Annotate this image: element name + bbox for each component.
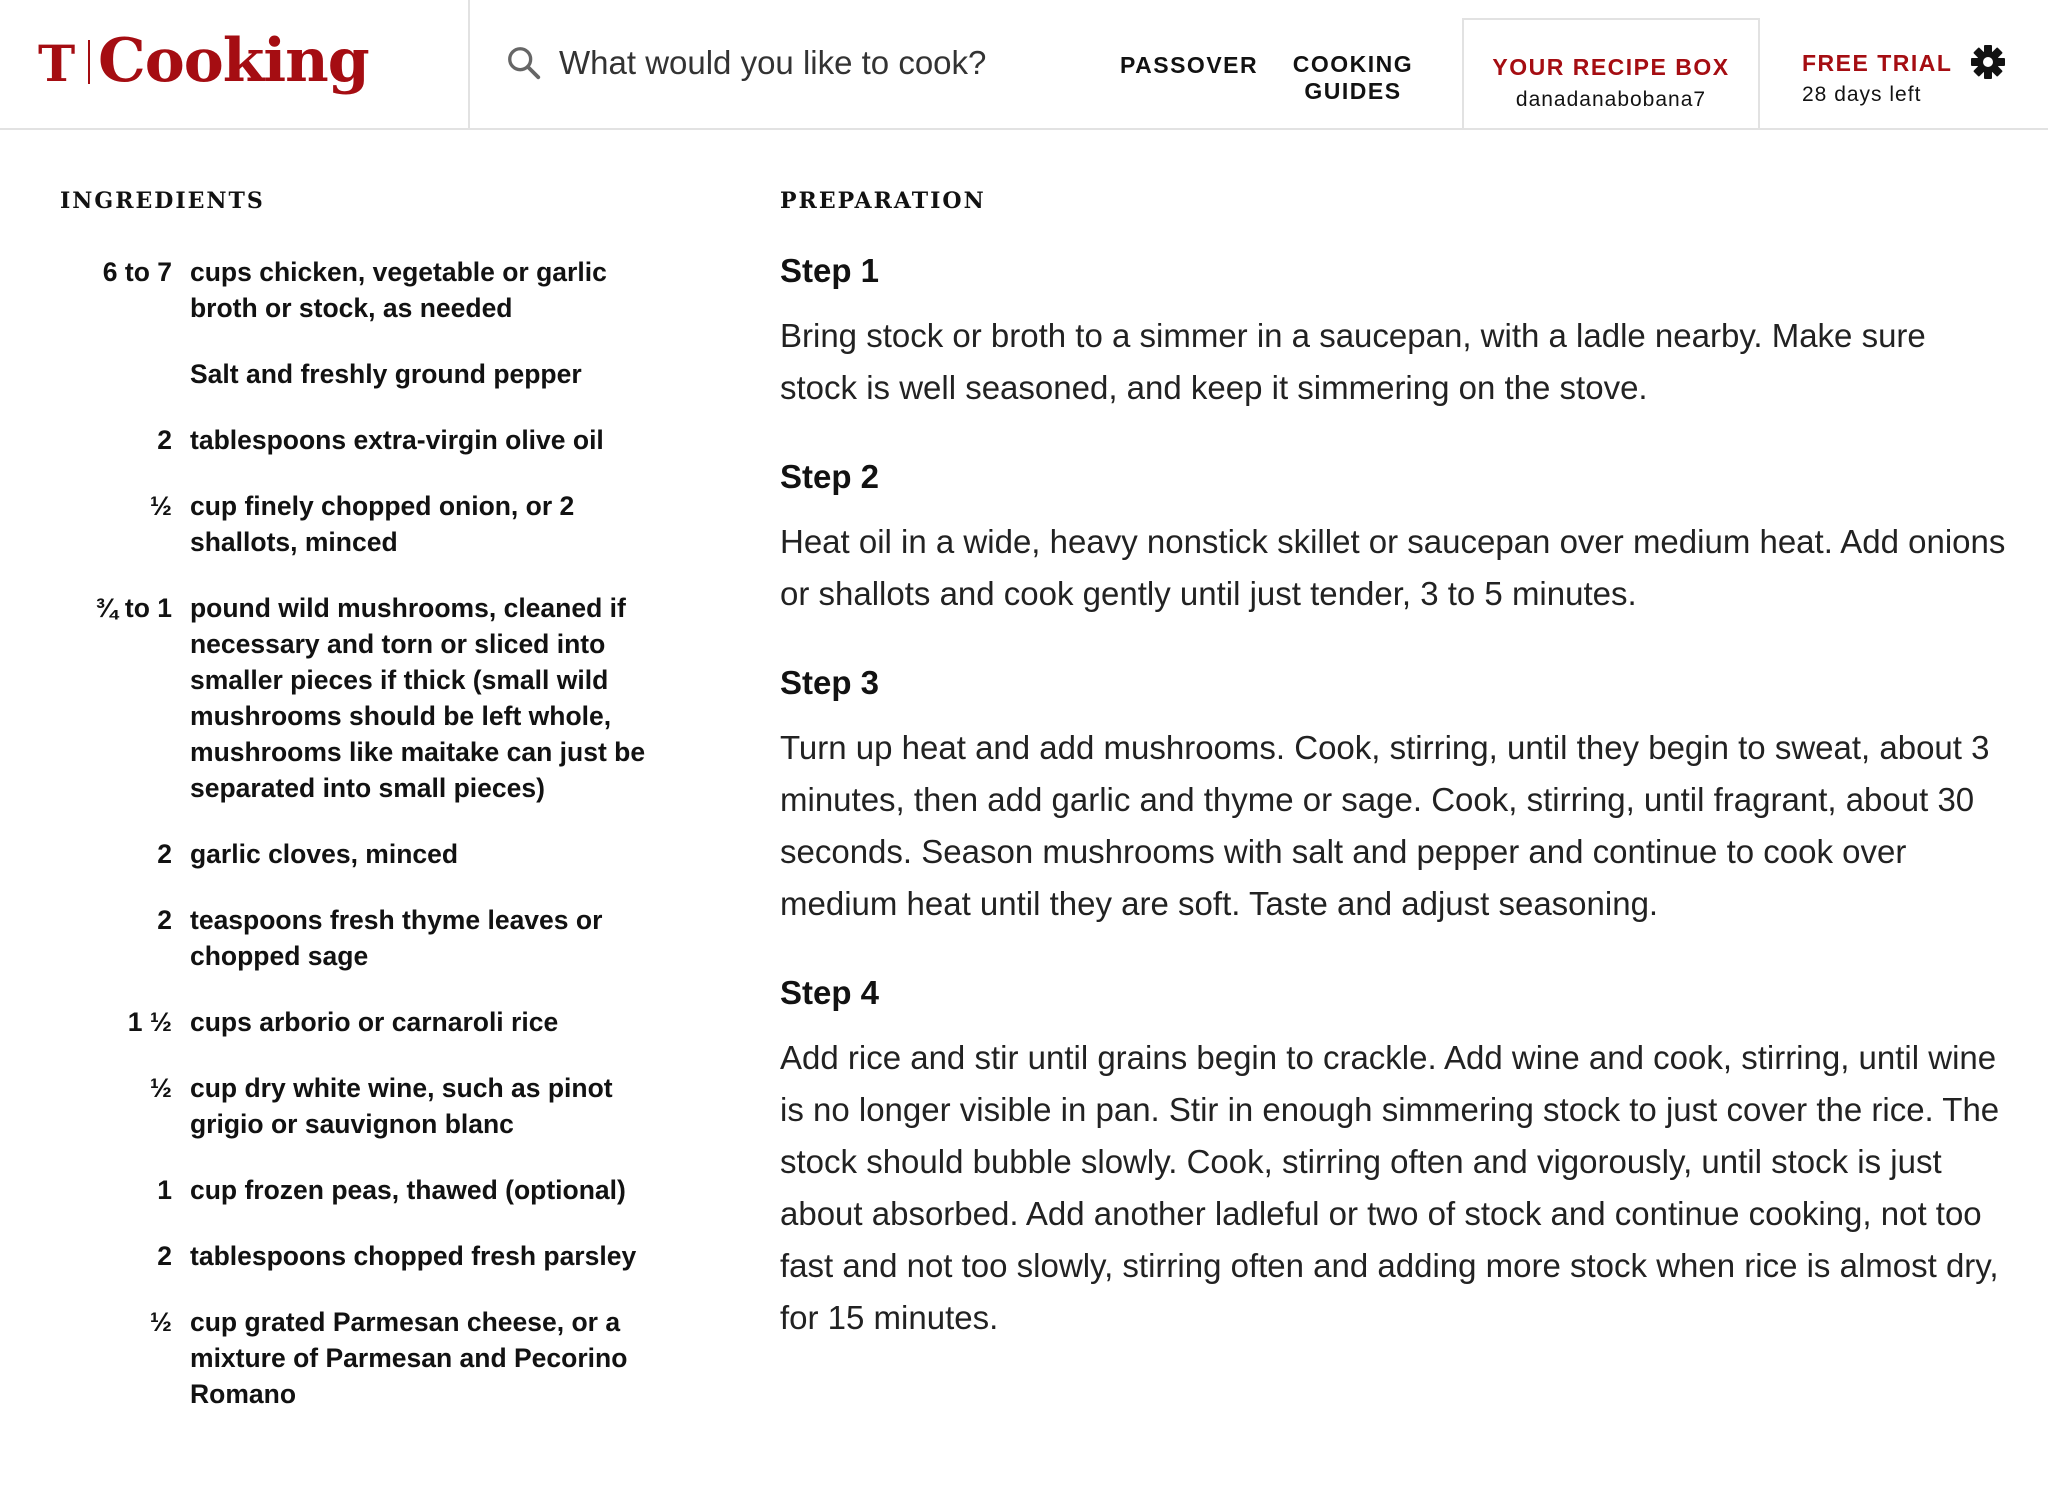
free-trial-title: FREE TRIAL — [1802, 50, 1953, 76]
ingredient-item — [60, 1004, 660, 1040]
recipe-box-button[interactable] — [1462, 18, 1760, 128]
gear-icon[interactable] — [1970, 44, 2006, 80]
step-title: Step 1 — [780, 252, 880, 289]
step — [780, 248, 2010, 414]
ingredient-quantity: 2 — [157, 1241, 172, 1271]
ingredient-text: Salt and freshly ground pepper — [190, 359, 582, 389]
nav-cooking-guides-line2: GUIDES — [1304, 78, 1402, 104]
ingredient-text: cups chicken, vegetable or garlic broth or stock, as needed — [190, 257, 607, 323]
ingredient-text: pound wild mushrooms, cleaned if necessary and torn or sliced into smaller pieces if thick (small wild mushrooms should be left whole, mushrooms like maitake can just be separated into small pieces) — [190, 593, 646, 803]
ingredient-item — [60, 1172, 660, 1208]
ingredient-item — [60, 422, 660, 458]
ingredient-text: tablespoons chopped fresh parsley — [190, 1241, 637, 1271]
ingredient-quantity: 2 — [157, 425, 172, 455]
ingredient-item — [60, 488, 660, 560]
step-text: Turn up heat and add mushrooms. Cook, stirring, until they begin to sweat, about 3 minutes, then add garlic and thyme or sage. Cook, stirring, until fragrant, about 30 seconds. Season mushrooms with salt and pepper and continue to cook over medium heat until they are soft. Taste and adjust seasoning. — [780, 729, 1990, 922]
ingredient-quantity: 2 — [157, 905, 172, 935]
ingredient-item — [60, 902, 660, 974]
nav-cooking-guides-line1: COOKING — [1292, 51, 1414, 77]
recipe-box-title: YOUR RECIPE BOX — [1492, 54, 1730, 80]
ingredient-quantity: ½ — [149, 1307, 172, 1337]
ingredients-list — [60, 254, 660, 1442]
ingredient-text: cup grated Parmesan cheese, or a mixture of Parmesan and Pecorino Romano — [190, 1307, 628, 1409]
nav-passover[interactable]: PASSOVER — [1120, 52, 1259, 78]
ingredient-quantity: 6 to 7 — [102, 257, 172, 287]
ingredient-text: cup frozen peas, thawed (optional) — [190, 1175, 626, 1205]
ingredient-quantity: ½ — [149, 491, 172, 521]
step-text: Bring stock or broth to a simmer in a saucepan, with a ladle nearby. Make sure stock is well seasoned, and keep it simmering on the stove. — [780, 317, 1926, 406]
ingredient-item — [60, 356, 660, 392]
ingredient-quantity: ¾ to 1 — [95, 593, 172, 623]
step-text: Heat oil in a wide, heavy nonstick skillet or saucepan over medium heat. Add onions or shallots and cook gently until just tender, 3 to 5 minutes. — [780, 523, 2006, 612]
ingredient-text: tablespoons extra-virgin olive oil — [190, 425, 604, 455]
step-title: Step 3 — [780, 664, 880, 701]
recipe-box-username: danadanabobana7 — [1515, 88, 1707, 111]
ingredient-item — [60, 1304, 660, 1412]
logo-text: Cooking — [98, 26, 369, 96]
ingredient-text: cup finely chopped onion, or 2 shallots, minced — [190, 491, 575, 557]
ingredients-heading: INGREDIENTS — [60, 188, 265, 215]
nav-cooking-guides[interactable] — [1288, 51, 1418, 105]
logo-divider — [88, 40, 90, 84]
site-header — [0, 0, 2048, 130]
ingredient-quantity — [60, 356, 190, 392]
step — [780, 660, 2010, 930]
search-bar[interactable] — [505, 30, 1065, 96]
ingredient-text: teaspoons fresh thyme leaves or chopped sage — [190, 905, 603, 971]
ingredient-item — [60, 1238, 660, 1274]
preparation-steps — [780, 248, 2010, 1384]
ingredient-quantity: 2 — [157, 839, 172, 869]
ingredient-text: cups arborio or carnaroli rice — [190, 1007, 559, 1037]
free-trial-days-left: 28 days left — [1802, 83, 1922, 106]
free-trial-link[interactable] — [1802, 50, 1952, 107]
search-input[interactable] — [557, 43, 1061, 83]
step-title: Step 4 — [780, 974, 880, 1011]
step-title: Step 2 — [780, 458, 880, 495]
ingredient-item — [60, 836, 660, 872]
ingredient-quantity: ½ — [149, 1073, 172, 1103]
preparation-heading: PREPARATION — [780, 188, 986, 215]
search-icon[interactable] — [505, 44, 543, 82]
step-text: Add rice and stir until grains begin to crackle. Add wine and cook, stirring, until wine is no longer visible in pan. Stir in enough simmering stock to just cover the rice. The stock should bubble slowly. Cook, stirring often and vigorously, until stock is just about absorbed. Add another ladleful or two of stock and continue cooking, not too fast and not too slowly, stirring often and adding more stock when rice is almost dry, for 15 minutes. — [780, 1039, 2000, 1336]
step — [780, 970, 2010, 1344]
ingredient-text: garlic cloves, minced — [190, 839, 459, 869]
nyt-logo-icon: T — [38, 34, 76, 93]
ingredient-item — [60, 1070, 660, 1142]
ingredient-item — [60, 590, 660, 806]
ingredient-quantity: 1 ½ — [127, 1007, 172, 1037]
ingredient-item — [60, 254, 660, 326]
step — [780, 454, 2010, 620]
ingredient-text: cup dry white wine, such as pinot grigio or sauvignon blanc — [190, 1073, 613, 1139]
ingredient-quantity: 1 — [157, 1175, 172, 1205]
cooking-logo[interactable] — [0, 0, 470, 128]
